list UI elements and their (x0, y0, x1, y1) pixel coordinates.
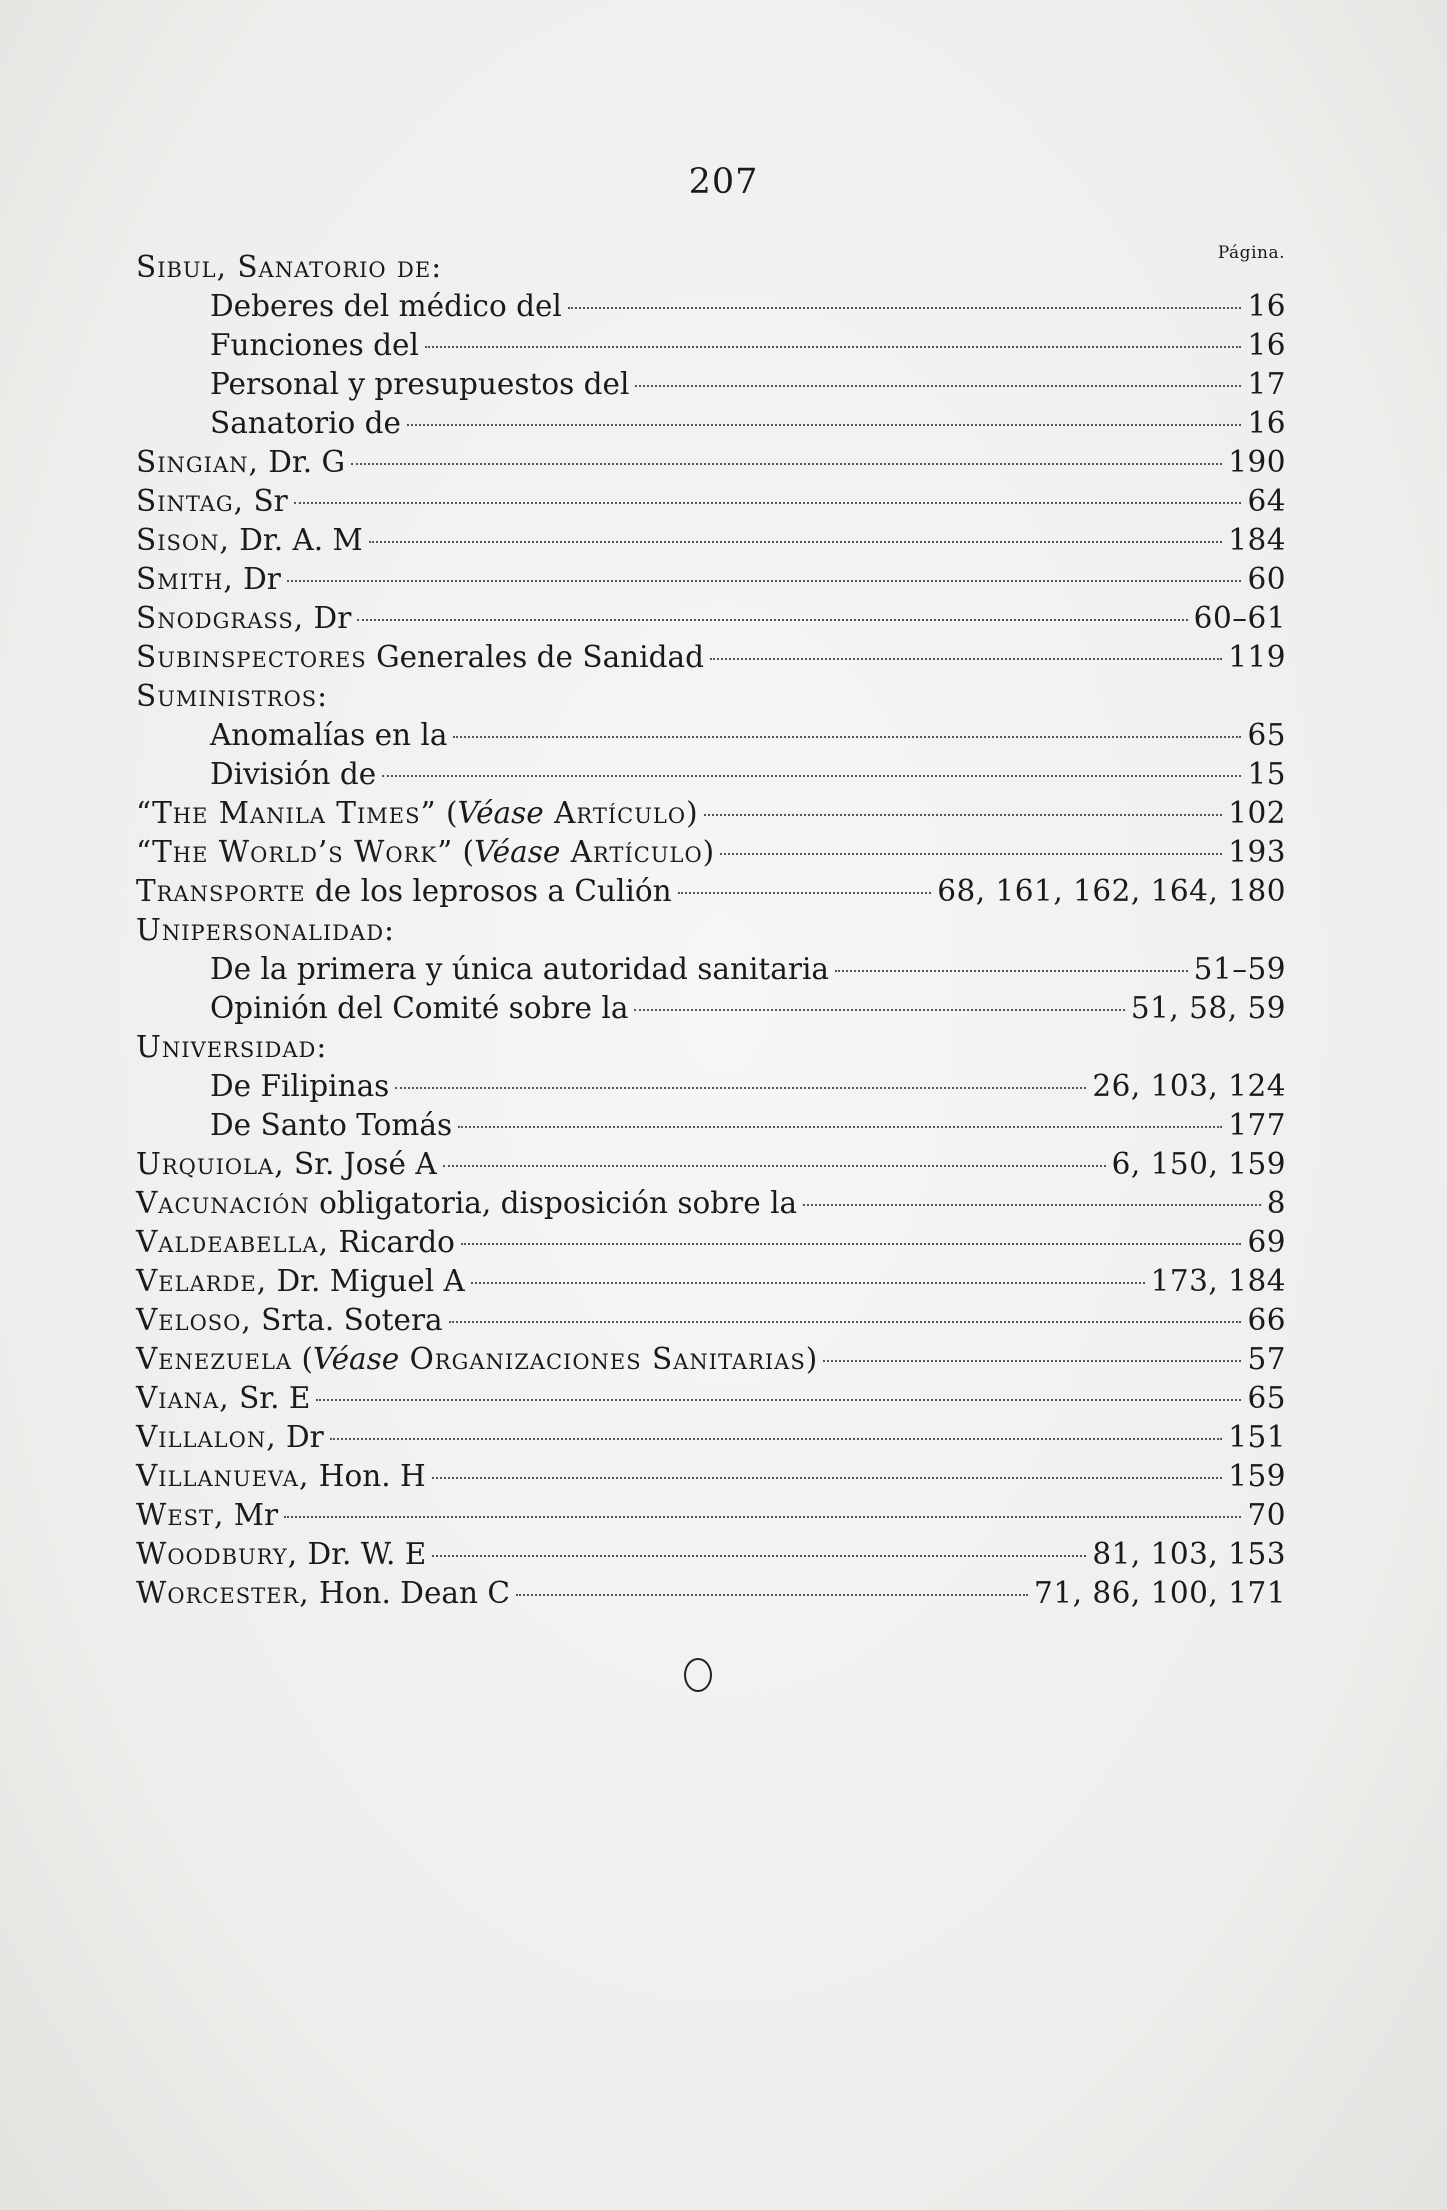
dot-leader (425, 346, 1242, 348)
dot-leader (720, 853, 1222, 855)
dot-leader (635, 385, 1241, 387)
pagina-column-label: Página. (1217, 243, 1285, 263)
entry-text: Funciones del (210, 328, 419, 362)
entry-key: Subinspectores (136, 640, 367, 674)
entry-key: Velarde, (136, 1264, 268, 1298)
page-references: 71, 86, 100, 171 (1034, 1576, 1286, 1610)
entry-text: Dr. W. E (298, 1537, 427, 1571)
dot-leader (382, 775, 1241, 777)
entry-key: Smith, (136, 562, 234, 596)
entry-key: West, (136, 1498, 225, 1532)
entry-text: De Filipinas (210, 1069, 390, 1103)
index-entry (136, 1340, 1286, 1379)
index-subentry (136, 755, 1286, 794)
index-entry (136, 1301, 1286, 1340)
entry-text: Deberes del médico del (210, 289, 562, 323)
index-entry (136, 1184, 1286, 1223)
entry-key: Vacunación (136, 1186, 310, 1220)
index-entry (136, 1457, 1286, 1496)
see-reference-word: Véase (457, 796, 544, 830)
dot-leader (351, 463, 1222, 465)
dot-leader (369, 541, 1222, 543)
page-references: 184 (1228, 523, 1286, 557)
entry-key: Villalon, (136, 1420, 277, 1454)
see-close-paren: ) (702, 835, 715, 869)
index-subentry (136, 1106, 1286, 1145)
entry-text: Sanatorio de (210, 406, 402, 440)
page-references: 177 (1228, 1108, 1286, 1142)
entry-text: Dr (304, 601, 352, 635)
index-heading (136, 911, 1286, 950)
entry-key: Universidad: (136, 1030, 328, 1064)
entry-key: Worcester, (136, 1576, 310, 1610)
dot-leader (432, 1555, 1086, 1557)
entry-text: Sr. José A (284, 1147, 437, 1181)
entry-text: Sr (244, 484, 288, 518)
index-entry (136, 1223, 1286, 1262)
page-references: 66 (1247, 1303, 1286, 1337)
dot-leader (284, 1516, 1241, 1518)
dot-leader (443, 1165, 1106, 1167)
dot-leader (461, 1243, 1242, 1245)
index-subentry (136, 287, 1286, 326)
entry-key: Sintag, (136, 484, 245, 518)
entry-key: Villanueva, (136, 1459, 310, 1493)
page-references: 68, 161, 162, 164, 180 (937, 874, 1286, 908)
page-references: 16 (1247, 406, 1286, 440)
entry-text: División de (210, 757, 377, 791)
dot-leader (316, 1399, 1241, 1401)
entry-key: Viana, (136, 1381, 230, 1415)
index-entry (136, 1262, 1286, 1301)
entry-text: Mr (224, 1498, 279, 1532)
entry-text: Opinión del Comité sobre la (210, 991, 629, 1025)
dot-leader (803, 1204, 1261, 1206)
dot-leader (516, 1594, 1028, 1596)
dot-leader (568, 307, 1242, 309)
entry-key: Transporte (136, 874, 306, 908)
see-reference-target: Organizaciones Sanitarias (399, 1342, 806, 1376)
page-references: 17 (1247, 367, 1286, 401)
dot-leader (823, 1360, 1241, 1362)
dot-leader (453, 736, 1241, 738)
index-list (136, 248, 1286, 1613)
page-references: 26, 103, 124 (1092, 1069, 1286, 1103)
page-references: 60–61 (1193, 601, 1286, 635)
see-open-paren: ( (453, 835, 475, 869)
page-references: 57 (1247, 1342, 1286, 1376)
entry-key: Venezuela (136, 1342, 293, 1376)
index-subentry (136, 989, 1286, 1028)
index-entry (136, 1145, 1286, 1184)
entry-key: Veloso, (136, 1303, 252, 1337)
index-subentry (136, 404, 1286, 443)
end-mark-circle (684, 1658, 712, 1692)
entry-key: Unipersonalidad: (136, 913, 395, 947)
entry-key: Valdeabella, (136, 1225, 329, 1259)
see-open-paren: ( (292, 1342, 313, 1376)
dot-leader (330, 1438, 1222, 1440)
dot-leader (634, 1009, 1124, 1011)
entry-text: Generales de Sanidad (366, 640, 704, 674)
entry-text: Dr (276, 1420, 324, 1454)
page-references: 119 (1228, 640, 1286, 674)
entry-key: Singian, (136, 445, 259, 479)
dot-leader (449, 1321, 1242, 1323)
dot-leader (357, 619, 1187, 621)
index-entry (136, 521, 1286, 560)
index-subentry (136, 716, 1286, 755)
entry-text: Dr. Miguel A (267, 1264, 465, 1298)
page-references: 102 (1228, 796, 1286, 830)
index-entry (136, 443, 1286, 482)
entry-text: Personal y presupuestos del (210, 367, 630, 401)
index-subentry (136, 950, 1286, 989)
dot-leader (710, 658, 1222, 660)
index-entry (136, 560, 1286, 599)
entry-key: Sibul, Sanatorio de: (136, 250, 443, 284)
see-close-paren: ) (805, 1342, 818, 1376)
page-references: 70 (1247, 1498, 1286, 1532)
dot-leader (395, 1087, 1086, 1089)
page-references: 16 (1247, 328, 1286, 362)
index-entry (136, 1574, 1286, 1613)
index-subentry (136, 1067, 1286, 1106)
entry-text: Dr (233, 562, 281, 596)
index-subentry (136, 326, 1286, 365)
dot-leader (458, 1126, 1222, 1128)
page-references: 81, 103, 153 (1092, 1537, 1286, 1571)
dot-leader (294, 502, 1242, 504)
index-entry (136, 872, 1286, 911)
entry-key: Sison, (136, 523, 230, 557)
entry-key: Woodbury, (136, 1537, 299, 1571)
index-entry (136, 1418, 1286, 1457)
dot-leader (407, 424, 1241, 426)
page-references: 16 (1247, 289, 1286, 323)
index-entry (136, 833, 1286, 872)
dot-leader (287, 580, 1242, 582)
page-references: 190 (1228, 445, 1286, 479)
entry-text: Hon. H (309, 1459, 426, 1493)
see-reference-target: Artículo (560, 835, 703, 869)
entry-text: De Santo Tomás (210, 1108, 453, 1142)
entry-text: Srta. Sotera (251, 1303, 443, 1337)
dot-leader (678, 892, 932, 894)
page-references: 151 (1228, 1420, 1286, 1454)
entry-text: Ricardo (328, 1225, 455, 1259)
page-references: 65 (1247, 718, 1286, 752)
index-entry (136, 1535, 1286, 1574)
page-references: 69 (1247, 1225, 1286, 1259)
entry-text: De la primera y única autoridad sanitaria (210, 952, 829, 986)
see-reference-word: Véase (474, 835, 561, 869)
index-entry (136, 1496, 1286, 1535)
dot-leader (471, 1282, 1145, 1284)
see-reference-target: Artículo (543, 796, 687, 830)
index-entry (136, 794, 1286, 833)
index-entry (136, 599, 1286, 638)
dot-leader (835, 970, 1188, 972)
dot-leader (704, 814, 1223, 816)
entry-text: de los leprosos a Culión (305, 874, 672, 908)
entry-text: Hon. Dean C (309, 1576, 510, 1610)
page-references: 65 (1247, 1381, 1286, 1415)
page-references: 173, 184 (1150, 1264, 1286, 1298)
see-reference-word: Véase (312, 1342, 400, 1376)
index-heading (136, 677, 1286, 716)
index-entry (136, 482, 1286, 521)
entry-text: Sr. E (229, 1381, 311, 1415)
see-open-paren: ( (436, 796, 458, 830)
index-heading (136, 1028, 1286, 1067)
entry-key: Suministros: (136, 679, 329, 713)
entry-text: Dr. A. M (229, 523, 363, 557)
dot-leader (432, 1477, 1223, 1479)
entry-key: Snodgrass, (136, 601, 305, 635)
page-references: 15 (1247, 757, 1286, 791)
index-heading (136, 248, 1286, 287)
entry-text: Anomalías en la (210, 718, 448, 752)
see-close-paren: ) (686, 796, 698, 830)
page-references: 193 (1228, 835, 1286, 869)
page-references: 51, 58, 59 (1130, 991, 1286, 1025)
index-entry (136, 638, 1286, 677)
index-subentry (136, 365, 1286, 404)
entry-key: Urquiola, (136, 1147, 285, 1181)
index-entry (136, 1379, 1286, 1418)
entry-key: “The Manila Times” (136, 796, 437, 830)
page-references: 8 (1266, 1186, 1286, 1220)
page-references: 64 (1247, 484, 1286, 518)
page-references: 60 (1247, 562, 1286, 596)
entry-text: obligatoria, disposición sobre la (309, 1186, 798, 1220)
page-references: 159 (1228, 1459, 1286, 1493)
entry-key: “The World’s Work” (136, 835, 454, 869)
page-number: 207 (688, 162, 759, 202)
page-references: 51–59 (1193, 952, 1286, 986)
entry-text: Dr. G (258, 445, 346, 479)
page-references: 6, 150, 159 (1111, 1147, 1286, 1181)
